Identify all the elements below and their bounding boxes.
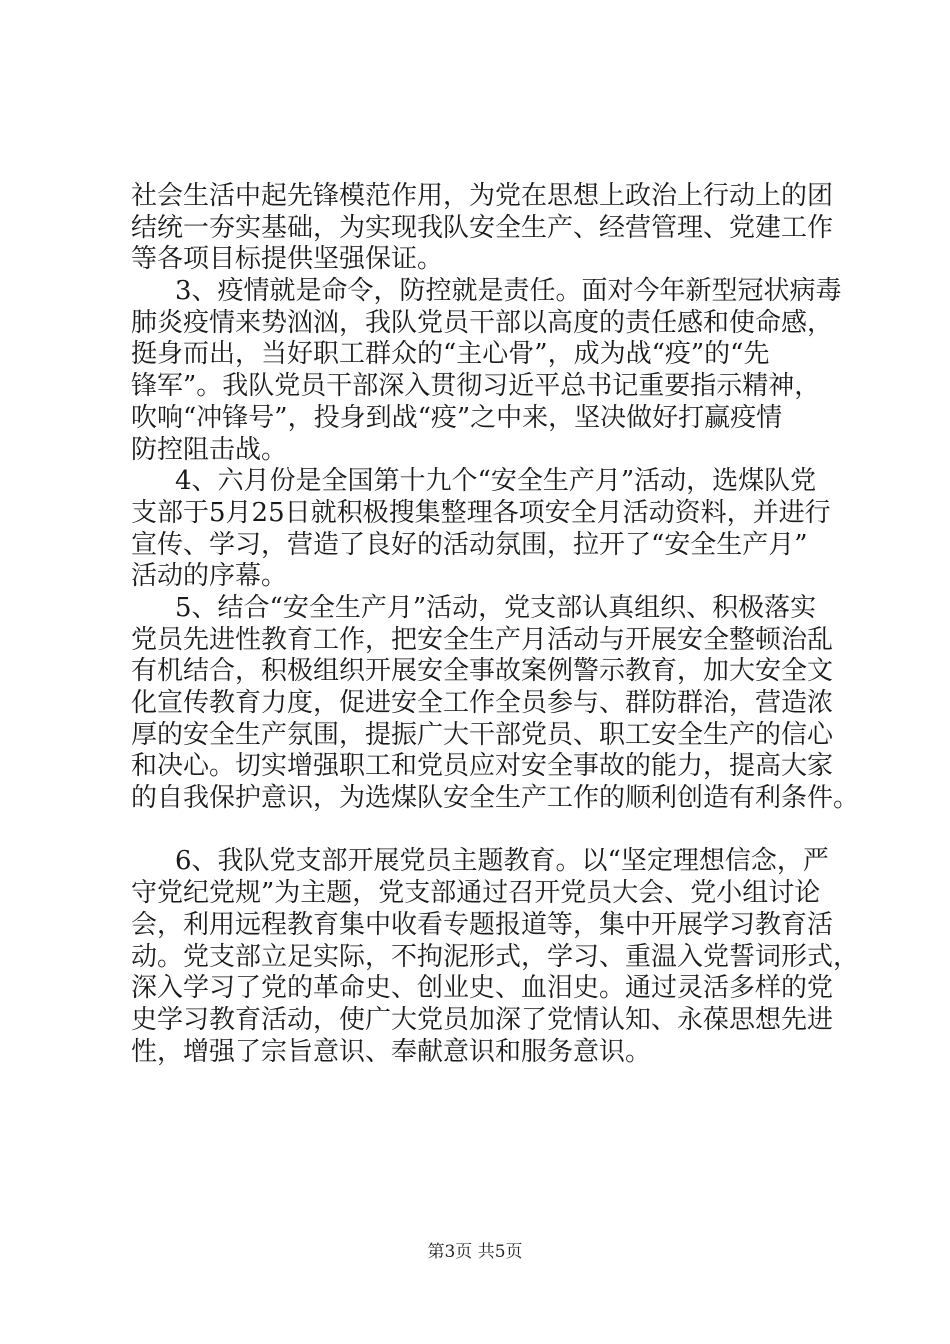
paragraph-line: 防控阻击战。: [131, 435, 288, 465]
paragraph-line: 6、我队党支部开展党员主题教育。以“坚定理想信念，严: [175, 846, 829, 876]
paragraph-line: 4、六月份是全国第十九个“安全生产月”活动，选煤队党: [175, 466, 817, 496]
paragraph-line: 有机结合，积极组织开展安全事故案例警示教育，加大安全文: [131, 656, 834, 686]
page-number-footer: 第3页 共5页: [427, 1242, 523, 1262]
paragraph-line: 活动的序幕。: [131, 561, 288, 591]
paragraph-line: 动。党支部立足实际，不拘泥形式，学习、重温入党誓词形式，: [131, 942, 860, 972]
paragraph-line: 化宣传教育力度，促进安全工作全员参与、群防群治，营造浓: [131, 688, 834, 718]
paragraph-line: 和决心。切实增强职工和党员应对安全事故的能力，提高大家: [131, 751, 834, 781]
paragraph-line: 5、结合“安全生产月”活动，党支部认真组织、积极落实: [175, 593, 817, 623]
paragraph-line: 守党纪党规”为主题，党支部通过召开党员大会、党小组讨论: [131, 878, 821, 908]
paragraph-line: 肺炎疫情来势汹汹，我队党员干部以高度的责任感和使命感，: [131, 308, 834, 338]
paragraph-line: 支部于5月25日就积极搜集整理各项安全月活动资料，并进行: [131, 498, 831, 528]
paragraph-line: 吹响“冲锋号”，投身到战“疫”之中来，坚决做好打赢疫情: [131, 403, 783, 433]
paragraph-line: 社会生活中起先锋模范作用，为党在思想上政治上行动上的团: [131, 181, 834, 211]
paragraph-line: 等各项目标提供坚强保证。: [131, 244, 444, 274]
paragraph-line: 3、疫情就是命令，防控就是责任。面对今年新型冠状病毒: [175, 276, 842, 306]
paragraph-line: 党员先进性教育工作，把安全生产月活动与开展安全整顿治乱: [131, 625, 834, 655]
paragraph-line: 结统一夯实基础，为实现我队安全生产、经营管理、党建工作: [131, 213, 834, 243]
paragraph-line: 会，利用远程教育集中收看专题报道等，集中开展学习教育活: [131, 910, 834, 940]
paragraph-line: 深入学习了党的革命史、创业史、血泪史。通过灵活多样的党: [131, 973, 834, 1003]
paragraph-line: 宣传、学习，营造了良好的活动氛围，拉开了“安全生产月”: [131, 530, 808, 560]
paragraph-line: 性，增强了宗旨意识、奉献意识和服务意识。: [131, 1037, 652, 1067]
paragraph-line: 厚的安全生产氛围，提振广大干部党员、职工安全生产的信心: [131, 720, 834, 750]
paragraph-line: 史学习教育活动，使广大党员加深了党情认知、永葆思想先进: [131, 1005, 834, 1035]
paragraph-line: 锋军”。我队党员干部深入贯彻习近平总书记重要指示精神，: [131, 371, 821, 401]
paragraph-line: 的自我保护意识，为选煤队安全生产工作的顺利创造有利条件。: [131, 783, 860, 813]
paragraph-line: 挺身而出，当好职工群众的“主心骨”，成为战“疫”的“先: [131, 339, 770, 369]
